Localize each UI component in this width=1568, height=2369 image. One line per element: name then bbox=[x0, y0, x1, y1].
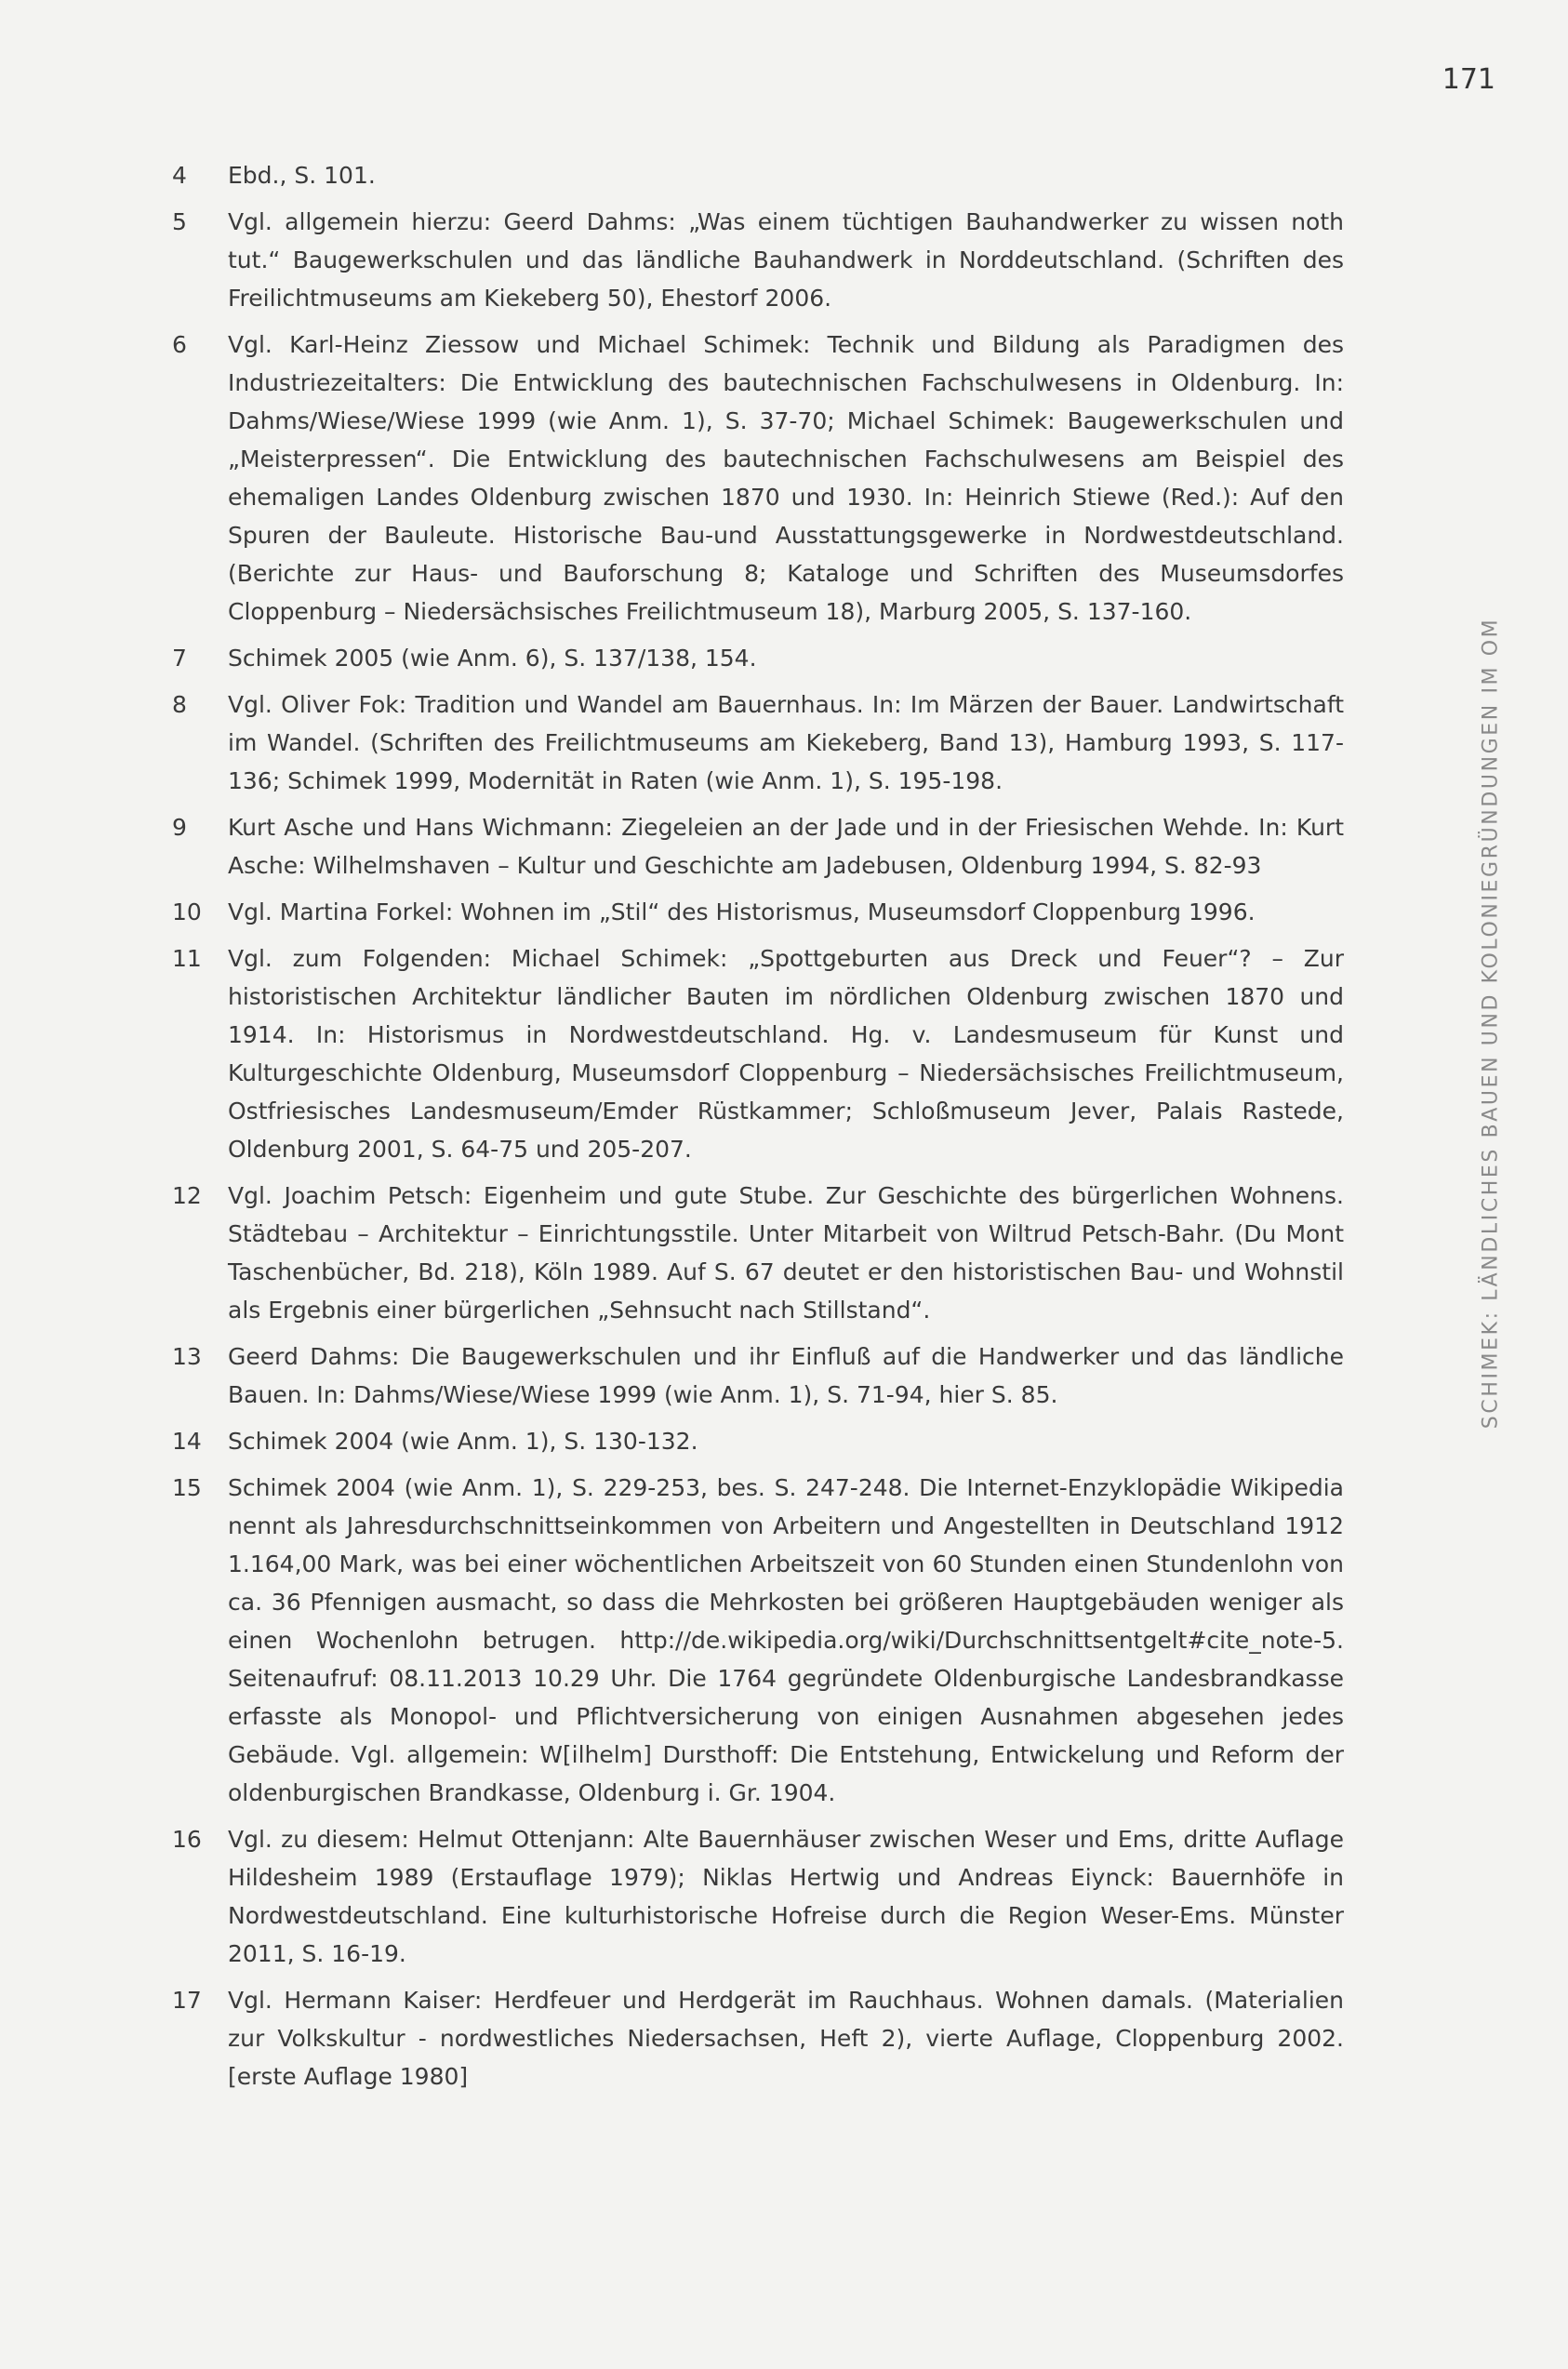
footnote-8 bbox=[172, 685, 1344, 800]
footnote-12 bbox=[172, 1177, 1344, 1329]
footnote-5 bbox=[172, 203, 1344, 317]
footnote-number: 12 bbox=[172, 1182, 202, 1209]
page-number: 171 bbox=[1442, 63, 1495, 96]
footnote-text: Vgl. Oliver Fok: Tradition und Wandel am Bauernhaus. In: Im Märzen der Bauer. Landwirtschaft im Wandel. (Schriften des Freilichtmuseums am Kiekeberg, Band 13), Hamburg 1993, S. 117-136; Schimek 1999, Modernität in Raten (wie Anm. 1), S. 195-198. bbox=[228, 691, 1344, 794]
footnote-text: Vgl. allgemein hierzu: Geerd Dahms: „Was einem tüchtigen Bauhandwerker zu wissen noth tut.“ Baugewerkschulen und das ländliche Bauhandwerk in Norddeutschland. (Schriften des Freilichtmuseums am Kiekeberg 50), Ehestorf 2006. bbox=[228, 208, 1344, 312]
footnote-number: 17 bbox=[172, 1987, 202, 2014]
footnote-17 bbox=[172, 1981, 1344, 2096]
footnote-number: 16 bbox=[172, 1826, 202, 1853]
running-head-text: SCHIMEK: LÄNDLICHES BAUEN UND KOLONIEGRÜNDUNGEN IM OM bbox=[1479, 617, 1503, 1430]
footnote-number: 14 bbox=[172, 1428, 202, 1455]
footnotes-list bbox=[172, 156, 1344, 2104]
footnote-number: 8 bbox=[172, 691, 187, 718]
footnote-10 bbox=[172, 893, 1344, 931]
footnote-number: 4 bbox=[172, 162, 187, 189]
footnote-number: 5 bbox=[172, 208, 187, 235]
footnote-6 bbox=[172, 326, 1344, 631]
footnote-number: 15 bbox=[172, 1474, 202, 1501]
footnote-text: Vgl. zu diesem: Helmut Ottenjann: Alte Bauernhäuser zwischen Weser und Ems, dritte Auflage Hildesheim 1989 (Erstauflage 1979); Niklas Hertwig und Andreas Eiynck: Bauernhöfe in Nordwestdeutschland. Eine kulturhistorische Hofreise durch die Region Weser-Ems. Münster 2011, S. 16-19. bbox=[228, 1826, 1344, 1967]
footnote-number: 7 bbox=[172, 645, 187, 672]
footnote-16 bbox=[172, 1820, 1344, 1973]
footnote-text: Kurt Asche und Hans Wichmann: Ziegeleien an der Jade und in der Friesischen Wehde. In: Kurt Asche: Wilhelmshaven – Kultur und Geschichte am Jadebusen, Oldenburg 1994, S. 82-93 bbox=[228, 814, 1344, 879]
footnote-9 bbox=[172, 808, 1344, 885]
footnote-4 bbox=[172, 156, 1344, 194]
footnote-text: Schimek 2004 (wie Anm. 1), S. 130-132. bbox=[228, 1428, 698, 1455]
footnote-text: Vgl. zum Folgenden: Michael Schimek: „Spottgeburten aus Dreck und Feuer“? – Zur historistischen Architektur ländlicher Bauten im nördlichen Oldenburg zwischen 1870 und 1914. In: Historismus in Nordwestdeutschland. Hg. v. Landesmuseum für Kunst und Kulturgeschichte Oldenburg, Museumsdorf Cloppenburg – Niedersächsisches Freilichtmuseum, Ostfriesisches Landesmuseum/Emder Rüstkammer; Schloßmuseum Jever, Palais Rastede, Oldenburg 2001, S. 64-75 und 205-207. bbox=[228, 945, 1344, 1163]
footnote-text: Vgl. Hermann Kaiser: Herdfeuer und Herdgerät im Rauchhaus. Wohnen damals. (Materialien zur Volkskultur - nordwestliches Niedersachsen, Heft 2), vierte Auflage, Cloppenburg 2002. [erste Auflage 1980] bbox=[228, 1987, 1344, 2090]
footnote-number: 9 bbox=[172, 814, 187, 841]
footnote-13 bbox=[172, 1338, 1344, 1414]
footnote-14 bbox=[172, 1422, 1344, 1460]
footnote-7 bbox=[172, 639, 1344, 677]
footnote-text: Schimek 2004 (wie Anm. 1), S. 229-253, bes. S. 247-248. Die Internet-Enzyklopädie Wikipedia nennt als Jahresdurchschnittseinkommen von Arbeitern und Angestellten in Deutschland 1912 1.164,00 Mark, was bei einer wöchentlichen Arbeitszeit von 60 Stunden einen Stundenlohn von ca. 36 Pfennigen ausmacht, so dass die Mehrkosten bei größeren Hauptgebäuden weniger als einen Wochenlohn betrugen. http://de.wikipedia.org/wiki/Durchschnittsentgelt#cite_note-5. Seitenaufruf: 08.11.2013 10.29 Uhr. Die 1764 gegründete Oldenburgische Landesbrandkasse erfasste als Monopol- und Pflichtversicherung von einigen Ausnahmen abgesehen jedes Gebäude. Vgl. allgemein: W[ilhelm] Dursthoff: Die Entstehung, Entwickelung und Reform der oldenburgischen Brandkasse, Oldenburg i. Gr. 1904. bbox=[228, 1474, 1344, 1806]
footnote-number: 11 bbox=[172, 945, 202, 972]
footnote-15 bbox=[172, 1469, 1344, 1812]
footnote-number: 13 bbox=[172, 1343, 202, 1370]
footnote-text: Ebd., S. 101. bbox=[228, 162, 376, 189]
footnote-text: Vgl. Joachim Petsch: Eigenheim und gute Stube. Zur Geschichte des bürgerlichen Wohnens. Städtebau – Architektur – Einrichtungsstile. Unter Mitarbeit von Wiltrud Petsch-Bahr. (Du Mont Taschenbücher, Bd. 218), Köln 1989. Auf S. 67 deutet er den historistischen Bau- und Wohnstil als Ergebnis einer bürgerlichen „Sehnsucht nach Stillstand“. bbox=[228, 1182, 1344, 1324]
footnote-11 bbox=[172, 939, 1344, 1168]
footnote-number: 10 bbox=[172, 898, 202, 925]
footnote-text: Vgl. Martina Forkel: Wohnen im „Stil“ des Historismus, Museumsdorf Cloppenburg 1996. bbox=[228, 898, 1256, 925]
footnote-text: Vgl. Karl-Heinz Ziessow und Michael Schimek: Technik und Bildung als Paradigmen des Industriezeitalters: Die Entwicklung des bautechnischen Fachschulwesens in Oldenburg. In: Dahms/Wiese/Wiese 1999 (wie Anm. 1), S. 37-70; Michael Schimek: Baugewerkschulen und „Meisterpressen“. Die Entwicklung des bautechnischen Fachschulwesens am Beispiel des ehemaligen Landes Oldenburg zwischen 1870 und 1930. In: Heinrich Stiewe (Red.): Auf den Spuren der Bauleute. Historische Bau-und Ausstattungsgewerke in Nordwestdeutschland. (Berichte zur Haus- und Bauforschung 8; Kataloge und Schriften des Museumsdorfes Cloppenburg – Niedersächsisches Freilichtmuseum 18), Marburg 2005, S. 137-160. bbox=[228, 331, 1344, 625]
footnote-text: Schimek 2005 (wie Anm. 6), S. 137/138, 154. bbox=[228, 645, 757, 672]
footnote-text: Geerd Dahms: Die Baugewerkschulen und ihr Einfluß auf die Handwerker und das ländliche Bauen. In: Dahms/Wiese/Wiese 1999 (wie Anm. 1), S. 71-94, hier S. 85. bbox=[228, 1343, 1344, 1408]
footnote-number: 6 bbox=[172, 331, 187, 358]
